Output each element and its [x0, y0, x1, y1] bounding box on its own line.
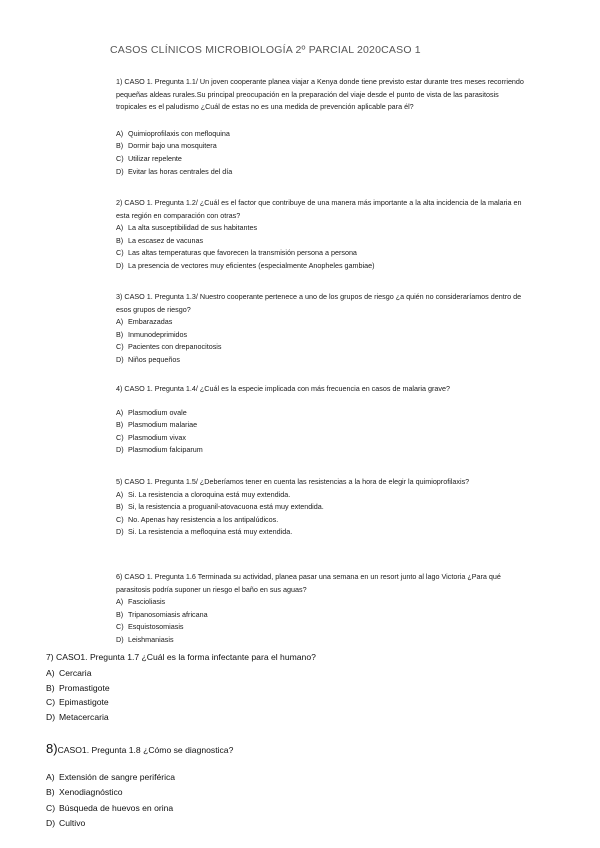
answer-option: B) Dormir bajo una mosquitera	[116, 141, 217, 151]
answer-option: B) Inmunodeprimidos	[116, 329, 188, 339]
answer-option: A) Extensión de sangre periférica	[46, 772, 176, 783]
answer-option: B) Plasmodium malariae	[116, 420, 198, 430]
answer-option: C) Las altas temperaturas que favorecen la transmisión persona a persona	[116, 248, 357, 258]
question-stem: 2) CASO 1. Pregunta 1.2/ ¿Cuál es el factor que contribuye de una manera más importante a la alta incidencia de la malaria en esta región en comparación con otras?	[116, 198, 522, 220]
question-stem: 4) CASO 1. Pregunta 1.4/ ¿Cuál es la especie implicada con más frecuencia en casos de malaria grave?	[116, 384, 450, 393]
question-8	[46, 741, 466, 831]
question-3	[116, 291, 526, 367]
question-stem: 8)CASO1. Pregunta 1.8 ¿Cómo se diagnostica?	[46, 741, 234, 756]
answer-option: D) Si. La resistencia a mefloquina está muy extendida.	[116, 527, 293, 537]
answer-option: A) Cercaria	[46, 667, 92, 678]
answer-option: B) Si, la resistencia a proguanil-atovacuona está muy extendida.	[116, 502, 324, 512]
answer-option: D) Evitar las horas centrales del día	[116, 166, 233, 176]
question-stem: 7) CASO1. Pregunta 1.7 ¿Cuál es la forma infectante para el humano?	[46, 652, 316, 662]
answer-option: B) Xenodiagnóstico	[46, 787, 123, 798]
answer-option: D) La presencia de vectores muy eficientes (especialmente Anopheles gambiae)	[116, 260, 375, 270]
question-1	[116, 76, 526, 178]
answer-option: D) Cultivo	[46, 817, 86, 828]
answer-option: C) No. Apenas hay resistencia a los antipalúdicos.	[116, 514, 279, 524]
question-2	[116, 197, 526, 273]
answer-option: C) Esquistosomiasis	[116, 622, 184, 632]
answer-option: B) Tripanosomiasis africana	[116, 609, 208, 619]
answer-option: A) Fascioliasis	[116, 597, 166, 607]
question-stem: 3) CASO 1. Pregunta 1.3/ Nuestro cooperante pertenece a uno de los grupos de riesgo ¿a quién no consideraríamos dentro de esos grupos de riesgo?	[116, 292, 522, 314]
question-5	[116, 476, 526, 539]
answer-option: A) La alta susceptibilidad de sus habitantes	[116, 223, 258, 233]
answer-option: A) Quimioprofilaxis con mefloquina	[116, 128, 230, 138]
answer-option: C) Utilizar repelente	[116, 153, 182, 163]
answer-option: C) Plasmodium vivax	[116, 432, 186, 442]
answer-option: D) Plasmodium falciparum	[116, 445, 203, 455]
question-stem: 5) CASO 1. Pregunta 1.5/ ¿Deberíamos tener en cuenta las resistencias a la hora de elegir la quimioprofilaxis?	[116, 477, 470, 486]
question-number: 8)	[46, 741, 58, 756]
answer-option: D) Leishmaniasis	[116, 634, 174, 644]
document-title: CASOS CLÍNICOS MICROBIOLOGÍA 2º PARCIAL 2020CASO 1	[110, 44, 421, 56]
question-7	[46, 650, 466, 725]
answer-option: B) La escasez de vacunas	[116, 235, 204, 245]
question-stem: 6) CASO 1. Pregunta 1.6 Terminada su actividad, planea pasar una semana en un resort junto al lago Victoria ¿Para qué parasitosis podría suponer un riesgo el baño en sus aguas?	[116, 572, 501, 594]
question-6	[116, 571, 526, 647]
answer-option: C) Búsqueda de huevos en orina	[46, 802, 174, 813]
answer-option: A) Si. La resistencia a cloroquina está muy extendida.	[116, 489, 291, 499]
answer-option: A) Embarazadas	[116, 317, 173, 327]
answer-option: D) Metacercaria	[46, 712, 109, 723]
answer-option: C) Pacientes con drepanocitosis	[116, 342, 222, 352]
question-4	[116, 383, 526, 457]
answer-option: C) Epimastigote	[46, 697, 109, 708]
question-stem: 1) CASO 1. Pregunta 1.1/ Un joven cooperante planea viajar a Kenya donde tiene previsto estar durante tres meses recorriendo pequeñas aldeas rurales.Su principal preocupación en la preparación del viaje desde el punto de vista de las parasitosis tropicales es el paludismo ¿Cuál de estas no es una medida de prevención aplicable para él?	[116, 77, 524, 112]
answer-option: D) Niños pequeños	[116, 354, 180, 364]
answer-option: A) Plasmodium ovale	[116, 407, 187, 417]
answer-option: B) Promastigote	[46, 682, 110, 693]
